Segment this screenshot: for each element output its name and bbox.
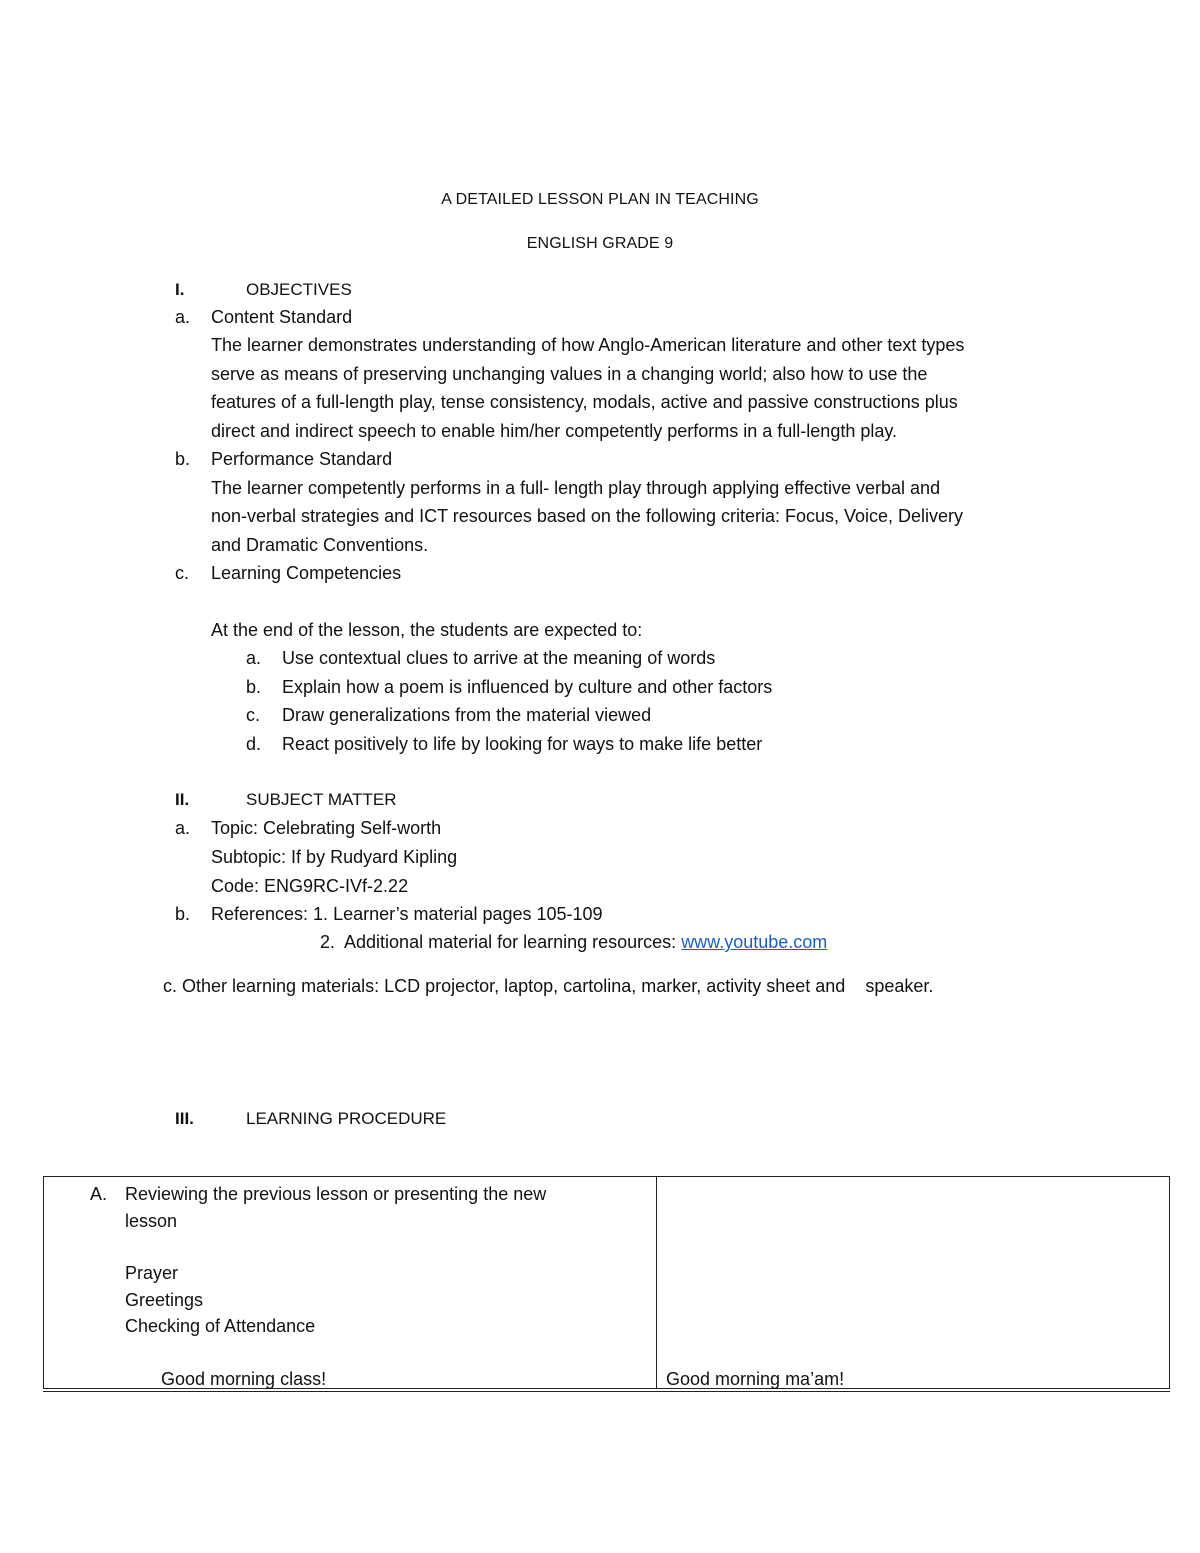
references-marker: b.	[175, 904, 191, 924]
row-title-line: lesson	[125, 1211, 178, 1231]
competency-marker: d.	[246, 734, 262, 754]
section-numeral-objectives: I.	[175, 280, 185, 299]
procedure-step: Greetings	[125, 1290, 204, 1310]
performance-standard-line: non-verbal strategies and ICT resources based on the following criteria: Focus, Voice, Delivery	[211, 506, 964, 526]
subtopic-text: Subtopic: If by Rudyard Kipling	[211, 847, 458, 867]
learning-competencies-label: Learning Competencies	[211, 563, 402, 583]
references-line-2-text: 2. Additional material for learning resources:	[320, 932, 682, 952]
teacher-line: Good morning class!	[161, 1369, 327, 1389]
section-numeral-learning-procedure: III.	[175, 1109, 194, 1128]
references-line-2	[320, 933, 827, 951]
references-line-1: References: 1. Learner’s material pages 105-109	[211, 904, 603, 924]
code-text: Code: ENG9RC-IVf-2.22	[211, 876, 409, 896]
student-line: Good morning ma’am!	[666, 1369, 845, 1389]
content-standard-label: Content Standard	[211, 307, 353, 327]
competency-marker: c.	[246, 705, 261, 725]
youtube-link[interactable]: www.youtube.com	[681, 932, 828, 952]
row-title-line: Reviewing the previous lesson or presenting the new	[125, 1184, 547, 1204]
content-standard-line: features of a full-length play, tense consistency, modals, active and passive constructions plus	[211, 392, 958, 412]
competency-item: Explain how a poem is influenced by culture and other factors	[282, 677, 773, 697]
table-column-divider	[656, 1177, 657, 1388]
section-numeral-subject-matter: II.	[175, 790, 190, 809]
procedure-step: Prayer	[125, 1263, 179, 1283]
competency-marker: b.	[246, 677, 262, 697]
topic-marker: a.	[175, 818, 191, 838]
content-standard-line: serve as means of preserving unchanging values in a changing world; also how to use the	[211, 364, 928, 384]
performance-standard-marker: b.	[175, 449, 191, 469]
section-heading-subject-matter: SUBJECT MATTER	[246, 790, 397, 809]
section-heading-objectives: OBJECTIVES	[246, 280, 352, 299]
performance-standard-line: and Dramatic Conventions.	[211, 535, 429, 555]
performance-standard-label: Performance Standard	[211, 449, 393, 469]
topic-text: Topic: Celebrating Self-worth	[211, 818, 442, 838]
performance-standard-line: The learner competently performs in a full- length play through applying effective verbal and	[211, 478, 941, 498]
other-materials-text: c. Other learning materials: LCD projector, laptop, cartolina, marker, activity sheet and speaker.	[163, 976, 934, 996]
procedure-step: Checking of Attendance	[125, 1316, 316, 1336]
learning-competencies-marker: c.	[175, 563, 190, 583]
content-standard-line: direct and indirect speech to enable him/her competently performs in a full-length play.	[211, 421, 898, 441]
table-bottom-rule	[43, 1391, 1170, 1392]
competency-marker: a.	[246, 648, 262, 668]
content-standard-line: The learner demonstrates understanding of how Anglo-American literature and other text types	[211, 335, 965, 355]
document-subtitle: ENGLISH GRADE 9	[526, 235, 674, 252]
row-marker: A.	[90, 1184, 108, 1204]
learning-competencies-intro: At the end of the lesson, the students are expected to:	[211, 620, 643, 640]
procedure-table	[43, 1176, 1170, 1389]
competency-item: Use contextual clues to arrive at the meaning of words	[282, 648, 716, 668]
competency-item: Draw generalizations from the material viewed	[282, 705, 652, 725]
competency-item: React positively to life by looking for ways to make life better	[282, 734, 763, 754]
document-title: A DETAILED LESSON PLAN IN TEACHING	[441, 191, 759, 208]
section-heading-learning-procedure: LEARNING PROCEDURE	[246, 1109, 447, 1128]
content-standard-marker: a.	[175, 307, 191, 327]
